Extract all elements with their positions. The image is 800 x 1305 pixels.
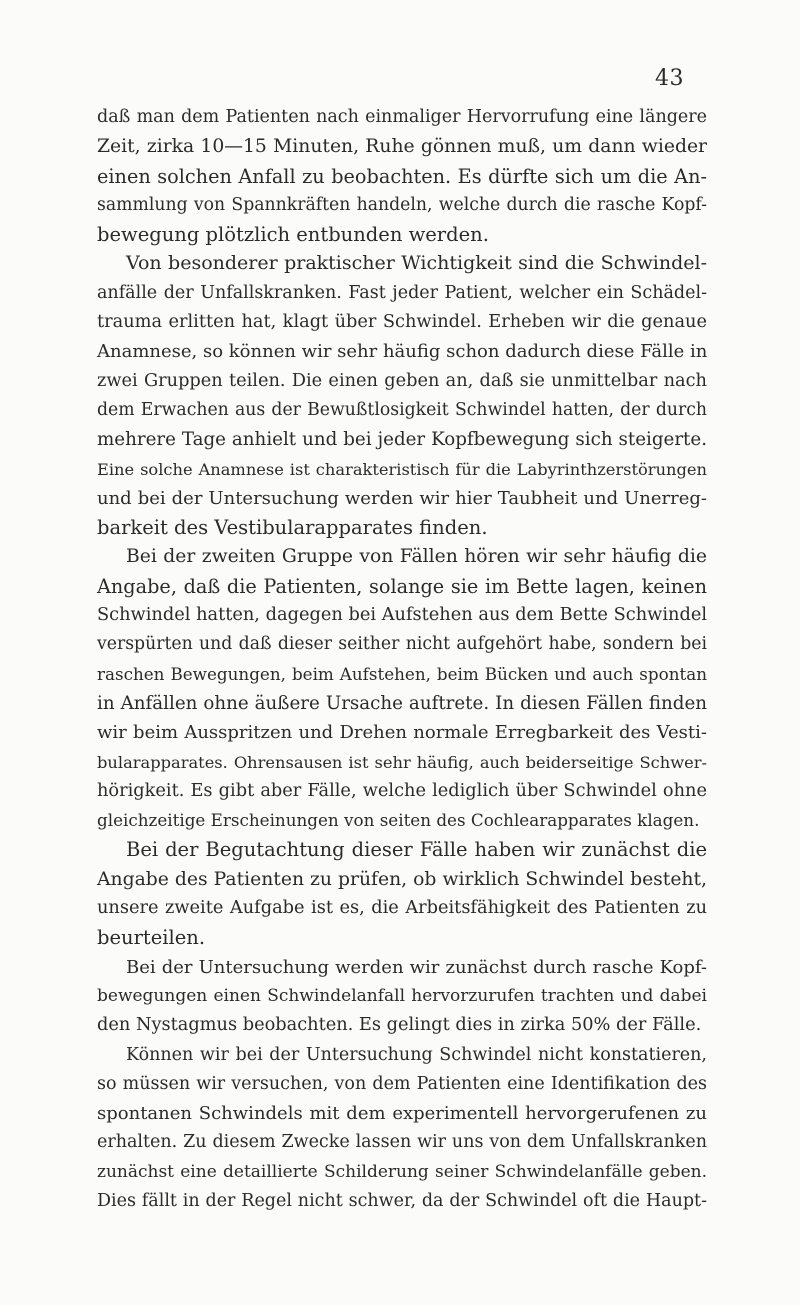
body-text	[97, 103, 707, 1216]
text-line: Können wir bei der Untersuchung Schwindel nicht konstatieren,	[126, 1044, 707, 1065]
text-line: so müssen wir versuchen, von dem Patienten eine Identifikation des	[97, 1073, 707, 1094]
text-line: Angabe des Patienten zu prüfen, ob wirklich Schwindel besteht,	[97, 868, 707, 890]
text-line: daß man dem Patienten nach einmaliger Hervorrufung eine längere	[97, 107, 707, 127]
text-line: anfälle der Unfallskranken. Fast jeder Patient, welcher ein Schädel-	[97, 282, 707, 303]
text-line: dem Erwachen aus der Bewußtlosigkeit Schwindel hatten, der durch	[97, 399, 707, 420]
text-line: und bei der Untersuchung werden wir hier Taubheit und Unerreg-	[97, 487, 707, 509]
text-line: einen solchen Anfall zu beobachten. Es dürfte sich um die An-	[97, 164, 707, 188]
text-line: erhalten. Zu diesem Zwecke lassen wir uns von dem Unfallskranken	[97, 1132, 707, 1153]
text-line: spontanen Schwindels mit dem experimentell hervorgerufenen zu	[97, 1103, 707, 1125]
text-line: den Nystagmus beobachten. Es gelingt dies in zirka 50% der Fälle.	[97, 1015, 702, 1036]
text-line: zunächst eine detaillierte Schilderung seiner Schwindelanfälle geben.	[97, 1161, 707, 1182]
text-line: Von besonderer praktischer Wichtigkeit sind die Schwindel-	[126, 252, 707, 275]
text-line: Angabe, daß die Patienten, solange sie im Bette lagen, keinen	[97, 574, 707, 598]
page-number: 43	[655, 66, 684, 91]
text-line: verspürten und daß dieser seither nicht aufgehört habe, sondern bei	[97, 634, 707, 655]
text-line: Anamnese, so können wir sehr häufig schon dadurch diese Fälle in	[97, 341, 708, 363]
text-line: Bei der Begutachtung dieser Fälle haben wir zunächst die	[126, 838, 707, 862]
text-line: wir beim Ausspritzen und Drehen normale Erregbarkeit des Vesti-	[97, 722, 707, 744]
text-line: raschen Bewegungen, beim Aufstehen, beim Bücken und auch spontan	[97, 663, 707, 684]
text-line: bewegungen einen Schwindelanfall hervorzurufen trachten und dabei	[97, 985, 707, 1006]
text-line: bularapparates. Ohrensausen ist sehr häufig, auch beiderseitige Schwer-	[97, 752, 707, 772]
text-line: Bei der zweiten Gruppe von Fällen hören wir sehr häufig die	[126, 546, 707, 568]
text-line: Dies fällt in der Regel nicht schwer, da der Schwindel oft die Haupt-	[97, 1190, 707, 1211]
text-line: in Anfällen ohne äußere Ursache auftrete. In diesen Fällen finden	[97, 692, 707, 714]
text-line: zwei Gruppen teilen. Die einen geben an, daß sie unmittelbar nach	[97, 370, 707, 391]
text-line: Eine solche Anamnese ist charakteristisch für die Labyrinthzerstörungen	[97, 459, 707, 479]
text-line: barkeit des Vestibularapparates finden.	[97, 516, 488, 540]
text-line: trauma erlitten hat, klagt über Schwindel. Erheben wir die genaue	[97, 312, 707, 333]
text-line: Schwindel hatten, dagegen bei Aufstehen aus dem Bette Schwindel	[97, 605, 707, 626]
text-line: Zeit, zirka 10—15 Minuten, Ruhe gönnen muß, um dann wieder	[97, 136, 707, 158]
text-line: gleichzeitige Erscheinungen von seiten des Cochlearapparates klagen.	[97, 810, 700, 831]
text-line: bewegung plötzlich entbunden werden.	[97, 223, 489, 247]
text-line: Bei der Untersuchung werden wir zunächst durch rasche Kopf-	[126, 956, 707, 978]
text-line: mehrere Tage anhielt und bei jeder Kopfbewegung sich steigerte.	[97, 429, 707, 451]
text-line: unsere zweite Aufgabe ist es, die Arbeitsfähigkeit des Patienten zu	[97, 898, 707, 919]
text-line: hörigkeit. Es gibt aber Fälle, welche lediglich über Schwindel ohne	[97, 780, 707, 801]
text-line: sammlung von Spannkräften handeln, welche durch die rasche Kopf-	[97, 194, 707, 215]
text-line: beurteilen.	[97, 926, 206, 950]
